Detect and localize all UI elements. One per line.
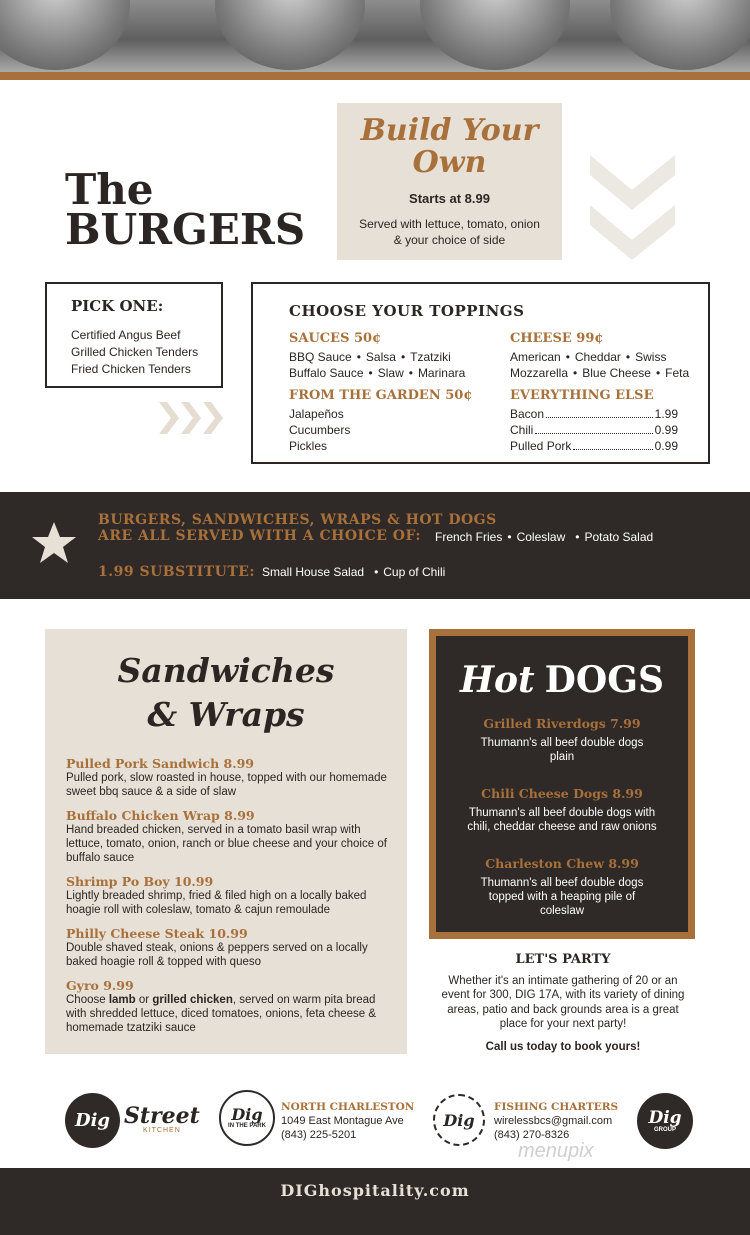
pick-one-item: Certified Angus Beef bbox=[71, 328, 181, 342]
hotdogs-panel bbox=[429, 629, 695, 939]
build-your-own-title: Build Your Own bbox=[360, 113, 539, 180]
price-line: Pulled Pork 0.99 bbox=[510, 439, 678, 453]
footer bbox=[0, 1168, 750, 1235]
hotdogs-title: Hot DOGS bbox=[460, 659, 664, 701]
pick-one-box bbox=[45, 282, 223, 388]
chevron-right-icon bbox=[157, 400, 227, 436]
price-line: Chili 0.99 bbox=[510, 423, 678, 437]
party-text: Whether it's an intimate gathering of 20 or an event for 300, DIG 17A, with its variety of dining areas, patio and back grounds area is a great place for your next party! bbox=[441, 974, 685, 1030]
chevron-down-icon bbox=[585, 150, 680, 260]
menu-item: Charleston Chew 8.99 Thumann's all beef double dogs topped with a heaping pile of coleslaw bbox=[480, 856, 644, 917]
menu-item: Philly Cheese Steak 10.99 Double shaved steak, onions & peppers served on a locally baked hoagie roll & topped with queso bbox=[66, 926, 368, 968]
watermark: menupix bbox=[518, 1140, 594, 1162]
sides-band: BURGERS, SANDWICHES, WRAPS & HOT DOGS ARE ALL SERVED WITH A CHOICE OF: French Fries • Coleslaw • Potato Salad 1.99 SUBSTITUTE: Small House Salad • Cup of Chili bbox=[0, 492, 750, 599]
build-your-own-box bbox=[337, 103, 562, 260]
garden-group: FROM THE GARDEN 50¢ Jalapeños Cucumbers Pickles bbox=[289, 388, 473, 453]
sandwiches-title: Sandwiches & Wraps bbox=[117, 651, 335, 734]
menu-item: Gyro 9.99 Choose lamb or grilled chicken, served on warm pita bread with shredded lettuce, diced tomatoes, onions, feta cheese & homemade tzatziki sauce bbox=[66, 978, 377, 1034]
menu-item: Shrimp Po Boy 10.99 Lightly breaded shrimp, fried & filed high on a locally baked hoagie roll with coleslaw, tomato & cajun remoulade bbox=[66, 874, 367, 916]
hero-divider bbox=[0, 72, 750, 80]
menu-item: Buffalo Chicken Wrap 8.99 Hand breaded chicken, served in a tomato basil wrap with lettuce, tomato, onion, ranch or blue cheese and your choice of buffalo sauce bbox=[66, 808, 387, 864]
dig-fishing-charters-logo: Dig bbox=[433, 1094, 485, 1146]
north-charleston-info: NORTH CHARLESTON 1049 East Montague Ave (843) 225-5201 bbox=[281, 1101, 415, 1141]
street-kitchen-logo: Street KITCHEN bbox=[124, 1103, 200, 1134]
hero-baseballs-photo bbox=[0, 0, 750, 72]
menu-item: Grilled Riverdogs 7.99 Thumann's all beef double dogs plain bbox=[480, 716, 644, 763]
substitute-list: Small House Salad • Cup of Chili bbox=[262, 565, 446, 579]
sides-list: French Fries • Coleslaw • Potato Salad bbox=[435, 530, 654, 544]
party-cta: Call us today to book yours! bbox=[485, 1040, 641, 1053]
toppings-heading: CHOOSE YOUR TOPPINGS bbox=[289, 302, 525, 320]
pick-one-heading: PICK ONE: bbox=[71, 297, 164, 315]
dig-in-the-park-logo: Dig IN THE PARK bbox=[219, 1090, 275, 1146]
footer-website-link[interactable]: DIGhospitality.com bbox=[280, 1181, 470, 1200]
build-your-own-desc: Served with lettuce, tomato, onion & your choice of side bbox=[359, 217, 540, 247]
price-line: Bacon 1.99 bbox=[510, 407, 678, 421]
menu-item: Pulled Pork Sandwich 8.99 Pulled pork, slow roasted in house, topped with our homemade sweet bbq sauce & a side of slaw bbox=[66, 756, 387, 798]
build-your-own-price: Starts at 8.99 bbox=[409, 191, 490, 206]
fishing-charters-info: FISHING CHARTERS wirelessbcs@gmail.com (843) 270-8326 bbox=[494, 1101, 619, 1141]
sandwiches-panel bbox=[45, 629, 407, 1054]
burgers-title: The BURGERS bbox=[65, 165, 306, 254]
party-heading: LET'S PARTY bbox=[515, 952, 611, 967]
sauces-group: SAUCES 50¢ BBQ Sauce • Salsa • Tzatziki Buffalo Sauce • Slaw • Marinara bbox=[289, 331, 466, 380]
everything-else-group: EVERYTHING ELSE Bacon 1.99 Chili 0.99 Pulled Pork 0.99 bbox=[510, 388, 678, 453]
pick-one-item: Grilled Chicken Tenders bbox=[71, 345, 199, 359]
dig-hospitality-group-logo: Dig GROUP bbox=[637, 1093, 693, 1149]
pick-one-item: Fried Chicken Tenders bbox=[71, 362, 191, 376]
toppings-box bbox=[251, 282, 710, 464]
dig-logo: Dig bbox=[65, 1093, 120, 1148]
party-section bbox=[440, 953, 686, 1054]
star-icon bbox=[30, 520, 78, 566]
cheese-group: CHEESE 99¢ American • Cheddar • Swiss Mozzarella • Blue Cheese • Feta bbox=[510, 331, 690, 380]
menu-item: Chili Cheese Dogs 8.99 Thumann's all beef double dogs with chili, cheddar cheese and raw onions bbox=[467, 786, 657, 833]
